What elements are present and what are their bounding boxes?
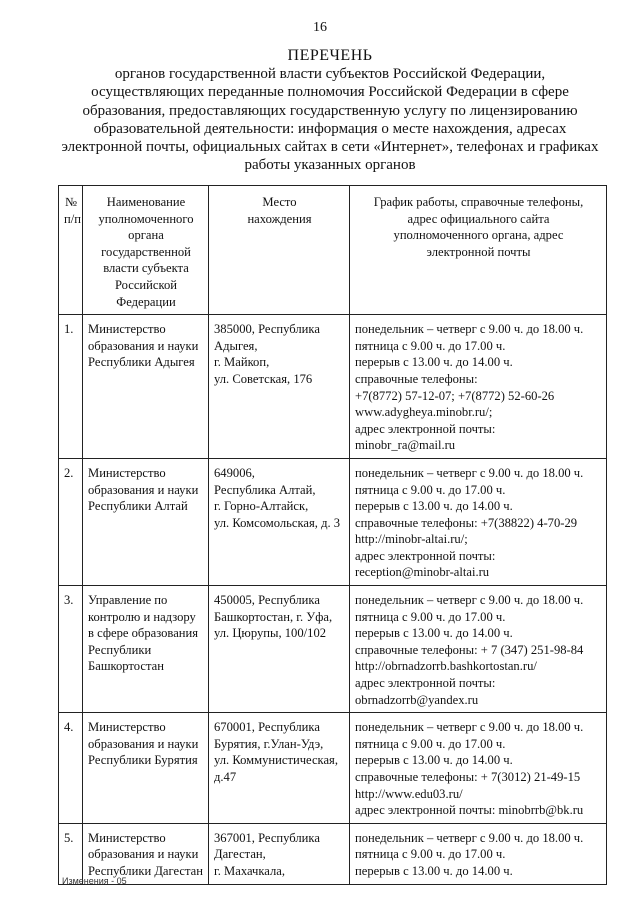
cell-line: адрес электронной почты: minobrrb@bk.ru bbox=[355, 803, 584, 818]
row-num: 3. bbox=[59, 586, 83, 713]
cell-line: obrnadzorrb@yandex.ru bbox=[355, 692, 479, 707]
cell-line: справочные телефоны: + 7(3012) 21-49-15 bbox=[355, 770, 581, 784]
title-block bbox=[50, 46, 610, 175]
cell-line: перерыв с 13.00 ч. до 14.00 ч. bbox=[355, 863, 513, 878]
row-num: 5. bbox=[59, 823, 83, 884]
cell-line: Российской bbox=[114, 277, 178, 292]
cell-line: понедельник – четверг с 9.00 ч. до 18.00 ч. bbox=[355, 720, 584, 735]
subtitle-line: образования, предоставляющих государственную услугу по лицензированию bbox=[82, 102, 578, 119]
cell-line: www.adygheya.minobr.ru/; bbox=[355, 405, 493, 420]
cell-line: образования и науки bbox=[88, 736, 199, 751]
cell-line: г. Махачкала, bbox=[214, 863, 286, 878]
cell-line: Адыгея, bbox=[214, 338, 258, 353]
cell-line: Республики bbox=[88, 642, 152, 657]
row-location bbox=[209, 713, 350, 824]
cell-line: перерыв с 13.00 ч. до 14.00 ч. bbox=[355, 355, 513, 370]
cell-line: перерыв с 13.00 ч. до 14.00 ч. bbox=[355, 499, 513, 514]
row-schedule bbox=[350, 823, 607, 884]
cell-line: 670001, Республика bbox=[214, 720, 320, 735]
cell-line: Место bbox=[262, 195, 297, 209]
cell-line: пятница с 9.00 ч. до 17.00 ч. bbox=[355, 609, 506, 624]
cell-line: Управление по bbox=[88, 593, 168, 608]
cell-line: образования и науки bbox=[88, 847, 199, 862]
cell-line: справочные телефоны: + 7 (347) 251-98-84 bbox=[355, 642, 584, 657]
row-location bbox=[209, 586, 350, 713]
cell-line: Министерство bbox=[88, 465, 166, 480]
page-number: 16 bbox=[313, 20, 327, 35]
cell-line: 450005, Республика bbox=[214, 593, 320, 608]
cell-line: http://www.edu03.ru/ bbox=[355, 786, 463, 801]
cell-line: г. Горно-Алтайск, bbox=[214, 499, 309, 514]
row-num: 2. bbox=[59, 458, 83, 585]
row-num: 4. bbox=[59, 713, 83, 824]
row-schedule bbox=[350, 315, 607, 459]
subtitle-line: работы указанных органов bbox=[244, 157, 416, 174]
table-row bbox=[59, 458, 607, 585]
document-title: ПЕРЕЧЕНЬ bbox=[287, 47, 373, 64]
cell-line: адрес электронной почты: bbox=[355, 548, 496, 563]
subtitle-line: образовательной деятельности: информация о месте нахождения, адресах bbox=[93, 120, 567, 137]
cell-line: адрес официального сайта bbox=[407, 211, 550, 226]
table-row bbox=[59, 315, 607, 459]
row-name bbox=[83, 458, 209, 585]
cell-line: контролю и надзору bbox=[88, 609, 196, 624]
cell-line: перерыв с 13.00 ч. до 14.00 ч. bbox=[355, 753, 513, 768]
cell-line: Бурятия, г.Улан-Удэ, bbox=[214, 736, 324, 751]
cell-line: +7(8772) 57-12-07; +7(8772) 52-60-26 bbox=[355, 388, 555, 403]
row-schedule bbox=[350, 713, 607, 824]
cell-line: понедельник – четверг с 9.00 ч. до 18.00 ч. bbox=[355, 465, 584, 480]
row-name bbox=[83, 315, 209, 459]
cell-line: п/п bbox=[64, 211, 81, 226]
cell-line: Республика Алтай, bbox=[214, 482, 316, 497]
cell-line: График работы, справочные телефоны, bbox=[373, 195, 584, 209]
subtitle-line: осуществляющих переданные полномочия Российской Федерации в сфере bbox=[91, 84, 569, 101]
cell-line: Дагестан, bbox=[214, 847, 266, 862]
footer-note: Изменения - 05 bbox=[62, 876, 127, 886]
subtitle-line: органов государственной власти субъектов Российской Федерации, bbox=[114, 66, 546, 82]
cell-line: Республики Бурятия bbox=[88, 753, 198, 768]
cell-line: ул. Комсомольская, д. 3 bbox=[214, 515, 341, 530]
cell-line: № bbox=[64, 195, 78, 209]
cell-line: электронной почты bbox=[426, 244, 531, 259]
cell-line: справочные телефоны: bbox=[355, 371, 478, 386]
cell-line: ул. Коммунистическая, bbox=[214, 753, 338, 768]
document-subtitle bbox=[50, 65, 610, 175]
header-num bbox=[59, 186, 83, 315]
cell-line: адрес электронной почты: bbox=[355, 421, 496, 436]
cell-line: Республики Алтай bbox=[88, 499, 188, 514]
cell-line: 367001, Республика bbox=[214, 830, 320, 845]
cell-line: Башкортостан, г. Уфа, bbox=[214, 609, 333, 624]
cell-line: http://obrnadzorrb.bashkortostan.ru/ bbox=[355, 659, 537, 674]
cell-line: перерыв с 13.00 ч. до 14.00 ч. bbox=[355, 626, 513, 641]
cell-line: ул. Советская, 176 bbox=[214, 371, 313, 386]
cell-line: понедельник – четверг с 9.00 ч. до 18.00 ч. bbox=[355, 830, 584, 845]
cell-line: понедельник – четверг с 9.00 ч. до 18.00 ч. bbox=[355, 322, 584, 337]
table-row bbox=[59, 586, 607, 713]
cell-line: 385000, Республика bbox=[214, 322, 320, 337]
header-name bbox=[83, 186, 209, 315]
cell-line: в сфере образования bbox=[88, 626, 199, 641]
cell-line: уполномоченного органа, адрес bbox=[393, 228, 564, 243]
cell-line: Наименование bbox=[106, 195, 186, 209]
row-location bbox=[209, 823, 350, 884]
cell-line: д.47 bbox=[214, 770, 237, 784]
header-location bbox=[209, 186, 350, 315]
cell-line: Республики Адыгея bbox=[88, 355, 195, 370]
row-name bbox=[83, 713, 209, 824]
cell-line: Министерство bbox=[88, 720, 166, 735]
row-schedule bbox=[350, 458, 607, 585]
cell-line: minobr_ra@mail.ru bbox=[355, 438, 456, 453]
cell-line: reception@minobr-altai.ru bbox=[355, 565, 490, 580]
cell-line: пятница с 9.00 ч. до 17.00 ч. bbox=[355, 847, 506, 862]
row-schedule bbox=[350, 586, 607, 713]
cell-line: органа bbox=[128, 228, 164, 243]
row-name bbox=[83, 586, 209, 713]
cell-line: Министерство bbox=[88, 830, 166, 845]
table-row bbox=[59, 713, 607, 824]
cell-line: 649006, bbox=[214, 465, 255, 480]
cell-line: пятница с 9.00 ч. до 17.00 ч. bbox=[355, 736, 506, 751]
authorities-table bbox=[58, 185, 607, 885]
cell-line: Министерство bbox=[88, 322, 166, 337]
cell-line: Башкортостан bbox=[88, 659, 164, 674]
cell-line: ул. Цюрупы, 100/102 bbox=[214, 626, 327, 641]
cell-line: пятница с 9.00 ч. до 17.00 ч. bbox=[355, 482, 506, 497]
cell-line: справочные телефоны: +7(38822) 4-70-29 bbox=[355, 515, 578, 530]
cell-line: адрес электронной почты: bbox=[355, 676, 496, 691]
cell-line: государственной bbox=[101, 244, 191, 259]
subtitle-line: электронной почты, официальных сайтах в сети «Интернет», телефонах и графиках bbox=[61, 139, 599, 156]
cell-line: пятница с 9.00 ч. до 17.00 ч. bbox=[355, 338, 506, 353]
row-location bbox=[209, 315, 350, 459]
cell-line: г. Майкоп, bbox=[214, 355, 270, 370]
cell-line: образования и науки bbox=[88, 338, 199, 353]
cell-line: http://minobr-altai.ru/; bbox=[355, 532, 468, 547]
cell-line: власти субъекта bbox=[103, 261, 189, 276]
table-row bbox=[59, 823, 607, 884]
cell-line: образования и науки bbox=[88, 482, 199, 497]
row-location bbox=[209, 458, 350, 585]
cell-line: уполномоченного bbox=[98, 211, 194, 226]
cell-line: Федерации bbox=[116, 294, 176, 309]
table-header-row bbox=[59, 186, 607, 315]
row-num: 1. bbox=[59, 315, 83, 459]
cell-line: понедельник – четверг с 9.00 ч. до 18.00 ч. bbox=[355, 593, 584, 608]
cell-line: нахождения bbox=[247, 211, 312, 226]
row-name bbox=[83, 823, 209, 884]
cell-line: Республики Дагестан bbox=[88, 863, 203, 878]
header-schedule bbox=[350, 186, 607, 315]
